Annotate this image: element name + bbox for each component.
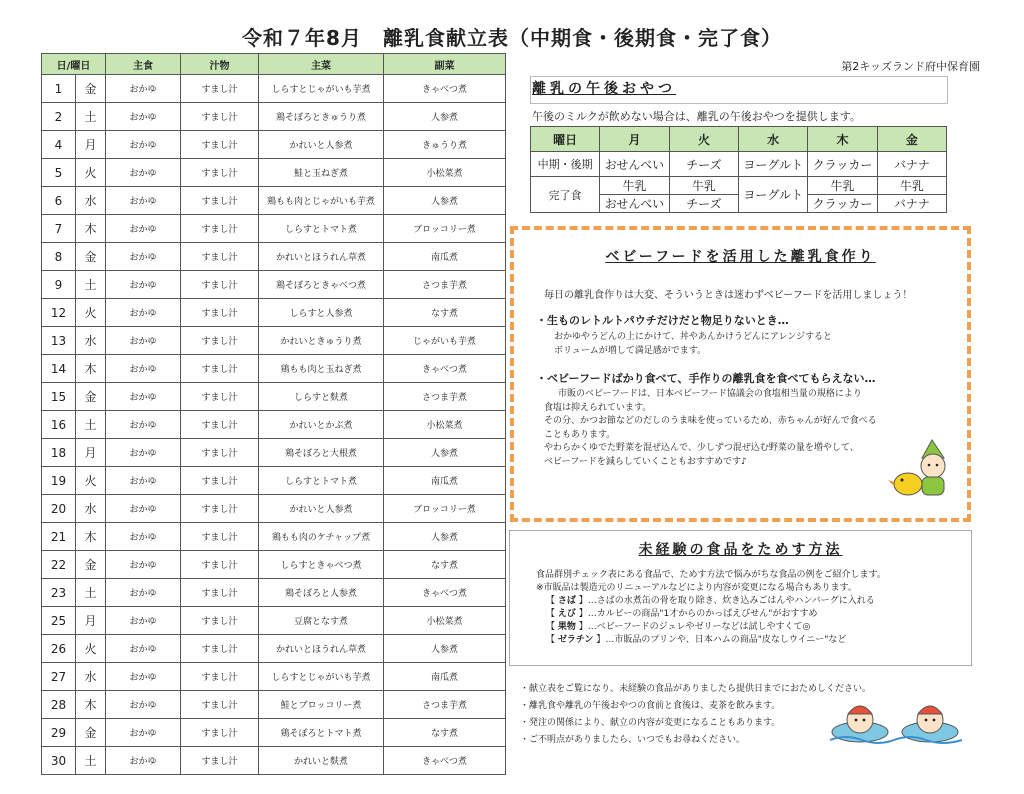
soup-cell: すまし汁 [181,103,259,131]
day-cell: 19 [42,467,76,495]
weekday-cell: 火 [76,299,106,327]
weekday-cell: 月 [76,439,106,467]
school-name: 第2キッズランド府中保育園 [841,60,980,73]
item-text: …さばの水煮缶の骨を取り除き、炊き込みごはんやハンバーグに入れる [587,596,875,606]
dish-cell: しらすときゃべつ煮 [259,551,384,579]
soup-cell: すまし汁 [181,635,259,663]
weekday-cell: 土 [76,411,106,439]
snack-cell: クラッカー [808,195,877,213]
main-cell: おかゆ [106,271,181,299]
menu-row [42,663,506,691]
menu-row [42,523,506,551]
weekday-cell: 月 [76,607,106,635]
main-cell: おかゆ [106,635,181,663]
soup-cell: すまし汁 [181,607,259,635]
snack-cell: おせんべい [600,152,669,177]
soup-cell: すまし汁 [181,299,259,327]
day-cell: 5 [42,159,76,187]
snack-header: 月 [600,127,669,152]
text-line: おかゆやうどんの上にかけて、丼やあんかけうどんにアレンジすると [554,332,833,342]
snack-cell: ヨーグルト [738,177,807,213]
side-cell: さつま芋煮 [384,271,506,299]
main-cell: おかゆ [106,299,181,327]
babyfood-heading-2: ・ベビーフードばかり食べて、手作りの離乳食を食べてもらえない… [536,372,876,385]
menu-row [42,635,506,663]
snack-table [530,126,947,213]
soup-cell: すまし汁 [181,243,259,271]
main-cell: おかゆ [106,719,181,747]
soup-cell: すまし汁 [181,691,259,719]
dish-cell: 鶏そぼろと人参煮 [259,579,384,607]
item-name: さば [557,596,576,606]
dish-cell: 鶏そぼろときゃべつ煮 [259,271,384,299]
dish-cell: 鶏そぼろと大根煮 [259,439,384,467]
menu-row [42,131,506,159]
main-cell: おかゆ [106,467,181,495]
babyfood-text-1 [554,330,832,358]
snack-header: 木 [808,127,877,152]
day-cell: 30 [42,747,76,775]
dish-cell: かれいとかぶ煮 [259,411,384,439]
menu-row [42,747,506,775]
dish-cell: かれいとほうれん草煮 [259,243,384,271]
snack-cell: チーズ [669,195,738,213]
day-cell: 29 [42,719,76,747]
menu-table [41,53,506,775]
main-cell: おかゆ [106,439,181,467]
side-cell: 人参煮 [384,635,506,663]
snack-cell: 牛乳 [600,177,669,195]
side-cell: きゃべつ煮 [384,355,506,383]
snack-header: 曜日 [531,127,600,152]
main-cell: おかゆ [106,131,181,159]
weekday-cell: 金 [76,719,106,747]
babyfood-title: ベビーフードを活用した離乳食作り [605,249,876,265]
day-cell: 28 [42,691,76,719]
weekday-cell: 木 [76,691,106,719]
dish-cell: かれいときゅうり煮 [259,327,384,355]
main-cell: おかゆ [106,159,181,187]
weekday-cell: 水 [76,663,106,691]
header-side: 副菜 [384,54,506,75]
menu-row [42,383,506,411]
untried-body [536,569,886,647]
note-item: ・発注の関係により、献立の内容が変更になることもあります。 [520,718,781,728]
weekday-cell: 火 [76,635,106,663]
soup-cell: すまし汁 [181,411,259,439]
side-cell: じゃがいも芋煮 [384,327,506,355]
snack-late-label: 完了食 [531,177,600,213]
main-cell: おかゆ [106,411,181,439]
untried-item: 【 ゼラチン 】…市販品のプリンや、日本ハムの商品"皮なしウイニー"など [546,635,847,645]
item-name: 果物 [557,622,576,632]
soup-cell: すまし汁 [181,747,259,775]
text-line: その分、かつお節などのだしのうま味を使っているため、赤ちゃんが好んで食べる [544,416,877,426]
weekday-cell: 月 [76,131,106,159]
side-cell: 人参煮 [384,187,506,215]
snack-cell: バナナ [877,195,946,213]
main-cell: おかゆ [106,663,181,691]
dish-cell: 鶏そぼろとトマト煮 [259,719,384,747]
snack-cell: クラッカー [808,152,877,177]
dish-cell: しらすと麩煮 [259,383,384,411]
side-cell: 小松菜煮 [384,411,506,439]
snack-header: 金 [877,127,946,152]
soup-cell: すまし汁 [181,579,259,607]
main-cell: おかゆ [106,215,181,243]
text-line: 市販のベビーフードは、日本ベビーフード協議会の食塩相当量の規格により [558,389,862,399]
day-cell: 27 [42,663,76,691]
dish-cell: しらすとじゃがいも芋煮 [259,75,384,103]
main-cell: おかゆ [106,243,181,271]
side-cell: 南瓜煮 [384,663,506,691]
dish-cell: しらすと人参煮 [259,299,384,327]
untried-item: 【 さば 】…さばの水煮缶の骨を取り除き、炊き込みごはんやハンバーグに入れる [546,596,875,606]
dish-cell: 鶏そぼろときゅうり煮 [259,103,384,131]
soup-cell: すまし汁 [181,131,259,159]
dish-cell: 鶏もも肉と玉ねぎ煮 [259,355,384,383]
menu-row [42,551,506,579]
main-cell: おかゆ [106,187,181,215]
weekday-cell: 金 [76,551,106,579]
snack-cell: おせんべい [600,195,669,213]
menu-row [42,579,506,607]
dish-cell: 鶏もも肉のケチャップ煮 [259,523,384,551]
dish-cell: しらすとトマト煮 [259,215,384,243]
untried-title: 未経験の食品をためす方法 [638,542,843,558]
menu-row [42,159,506,187]
snack-title: 離乳の午後おやつ [532,81,676,97]
baby-chick-illustration [888,436,958,502]
soup-cell: すまし汁 [181,719,259,747]
snack-cell: 牛乳 [877,177,946,195]
soup-cell: すまし汁 [181,187,259,215]
weekday-cell: 土 [76,271,106,299]
day-cell: 2 [42,103,76,131]
menu-row [42,327,506,355]
weekday-cell: 金 [76,383,106,411]
main-cell: おかゆ [106,551,181,579]
dish-cell: 豆腐となす煮 [259,607,384,635]
day-cell: 8 [42,243,76,271]
dish-cell: しらすとトマト煮 [259,467,384,495]
item-text: …ベビーフードのジュレやゼリーなどは試しやすくて◎ [587,622,811,632]
notes-list [520,681,871,749]
snack-header: 水 [738,127,807,152]
swimming-kids-illustration [826,690,966,750]
soup-cell: すまし汁 [181,523,259,551]
day-cell: 22 [42,551,76,579]
soup-cell: すまし汁 [181,355,259,383]
item-name: えび [557,609,576,619]
weekday-cell: 水 [76,495,106,523]
untried-item: 【 えび 】…カルビーの商品"1才からのかっぱえびせん"がおすすめ [546,609,818,619]
main-cell: おかゆ [106,327,181,355]
menu-row [42,411,506,439]
side-cell: 南瓜煮 [384,243,506,271]
main-cell: おかゆ [106,691,181,719]
weekday-cell: 水 [76,187,106,215]
dish-cell: かれいとほうれん草煮 [259,635,384,663]
main-cell: おかゆ [106,579,181,607]
weekday-cell: 金 [76,75,106,103]
item-name: ゼラチン [557,635,594,645]
weekday-cell: 火 [76,467,106,495]
side-cell: きゃべつ煮 [384,75,506,103]
untried-caution: ※市販品は製造元のリニューアルなどにより内容が変更になる場合もあります。 [536,583,857,593]
dish-cell: しらすとじゃがいも芋煮 [259,663,384,691]
item-text: …市販品のプリンや、日本ハムの商品"皮なしウイニー"など [605,635,847,645]
soup-cell: すまし汁 [181,551,259,579]
menu-row [42,243,506,271]
main-cell: おかゆ [106,75,181,103]
dish-cell: かれいと人参煮 [259,131,384,159]
weekday-cell: 金 [76,243,106,271]
soup-cell: すまし汁 [181,439,259,467]
main-cell: おかゆ [106,607,181,635]
weekday-cell: 土 [76,579,106,607]
weekday-cell: 木 [76,215,106,243]
snack-cell: 牛乳 [808,177,877,195]
menu-row [42,299,506,327]
text-line: やわらかくゆでた野菜を混ぜ込んで、少しずつ混ぜ込む野菜の量を増やして、 [544,443,859,453]
snack-cell: チーズ [669,152,738,177]
header-day: 日/曜日 [42,54,106,75]
day-cell: 25 [42,607,76,635]
babyfood-text-2 [544,388,877,469]
soup-cell: すまし汁 [181,467,259,495]
side-cell: 小松菜煮 [384,159,506,187]
side-cell: きゃべつ煮 [384,747,506,775]
untried-intro: 食品群別チェック表にある食品で、ためす方法で悩みがちな食品の例をご紹介します。 [536,570,886,580]
day-cell: 26 [42,635,76,663]
soup-cell: すまし汁 [181,75,259,103]
day-cell: 12 [42,299,76,327]
note-item: ・離乳食や離乳の午後おやつの食前と食後は、麦茶を飲みます。 [520,701,781,711]
text-line: 食塩は抑えられています。 [544,402,652,413]
side-cell: 人参煮 [384,103,506,131]
babyfood-heading-1: ・生ものレトルトパウチだけだと物足りないとき… [536,314,789,327]
main-cell: おかゆ [106,355,181,383]
side-cell: なす煮 [384,299,506,327]
side-cell: 人参煮 [384,439,506,467]
soup-cell: すまし汁 [181,663,259,691]
menu-row [42,439,506,467]
dish-cell: かれいと人参煮 [259,495,384,523]
side-cell: なす煮 [384,719,506,747]
day-cell: 21 [42,523,76,551]
menu-row [42,215,506,243]
text-line: ベビーフードを減らしていくこともおすすめです♪ [544,456,747,467]
side-cell: 南瓜煮 [384,467,506,495]
soup-cell: すまし汁 [181,495,259,523]
menu-row [42,103,506,131]
main-cell: おかゆ [106,103,181,131]
weekday-cell: 木 [76,523,106,551]
main-cell: おかゆ [106,523,181,551]
day-cell: 9 [42,271,76,299]
snack-cell: 牛乳 [669,177,738,195]
side-cell: さつま芋煮 [384,383,506,411]
menu-row [42,271,506,299]
snack-header: 火 [669,127,738,152]
side-cell: きゃべつ煮 [384,579,506,607]
side-cell: 人参煮 [384,523,506,551]
day-cell: 20 [42,495,76,523]
side-cell: 小松菜煮 [384,607,506,635]
babyfood-section [510,226,971,522]
babyfood-intro: 毎日の離乳食作りは大変、そういうときは迷わずベビーフードを活用しましょう！ [544,290,913,301]
day-cell: 23 [42,579,76,607]
header-soup: 汁物 [181,54,259,75]
menu-row [42,467,506,495]
menu-row [42,355,506,383]
menu-header-row [42,54,506,75]
side-cell: なす煮 [384,551,506,579]
untried-foods-section [509,530,972,666]
item-text: …カルビーの商品"1才からのかっぱえびせん"がおすすめ [587,609,818,619]
soup-cell: すまし汁 [181,271,259,299]
dish-cell: かれいと麩煮 [259,747,384,775]
dish-cell: 鮭とブロッコリー煮 [259,691,384,719]
menu-row [42,719,506,747]
text-line: こともあります。 [544,429,616,440]
day-cell: 4 [42,131,76,159]
day-cell: 13 [42,327,76,355]
side-cell: きゅうり煮 [384,131,506,159]
menu-row [42,691,506,719]
menu-row [42,495,506,523]
header-main: 主食 [106,54,181,75]
text-line: ボリュームが増して満足感がでます。 [554,346,707,356]
side-cell: ブロッコリー煮 [384,495,506,523]
main-cell: おかゆ [106,747,181,775]
soup-cell: すまし汁 [181,159,259,187]
weekday-cell: 水 [76,327,106,355]
dish-cell: 鮭と玉ねぎ煮 [259,159,384,187]
page-title: 令和７年8月 離乳食献立表（中期食・後期食・完了食） [242,26,782,50]
note-item: ・ご不明点がありましたら、いつでもお尋ねください。 [520,735,746,745]
note-item: ・献立表をご覧になり、未経験の食品がありましたら提供日までにおためしください。 [520,684,872,694]
weekday-cell: 火 [76,159,106,187]
day-cell: 15 [42,383,76,411]
snack-cell: バナナ [877,152,946,177]
weekday-cell: 土 [76,103,106,131]
day-cell: 1 [42,75,76,103]
snack-note: 午後のミルクが飲めない場合は、離乳の午後おやつを提供します。 [532,110,861,123]
side-cell: ブロッコリー煮 [384,215,506,243]
untried-item: 【 果物 】…ベビーフードのジュレやゼリーなどは試しやすくて◎ [546,622,811,632]
day-cell: 6 [42,187,76,215]
soup-cell: すまし汁 [181,383,259,411]
snack-cell: ヨーグルト [738,152,807,177]
day-cell: 14 [42,355,76,383]
day-cell: 18 [42,439,76,467]
soup-cell: すまし汁 [181,327,259,355]
day-cell: 7 [42,215,76,243]
day-cell: 16 [42,411,76,439]
menu-row [42,75,506,103]
soup-cell: すまし汁 [181,215,259,243]
side-cell: さつま芋煮 [384,691,506,719]
weekday-cell: 土 [76,747,106,775]
snack-mid-label: 中期・後期 [531,152,600,177]
main-cell: おかゆ [106,383,181,411]
dish-cell: 鶏もも肉とじゃがいも芋煮 [259,187,384,215]
header-dish: 主菜 [259,54,384,75]
weekday-cell: 木 [76,355,106,383]
main-cell: おかゆ [106,495,181,523]
menu-row [42,187,506,215]
menu-row [42,607,506,635]
